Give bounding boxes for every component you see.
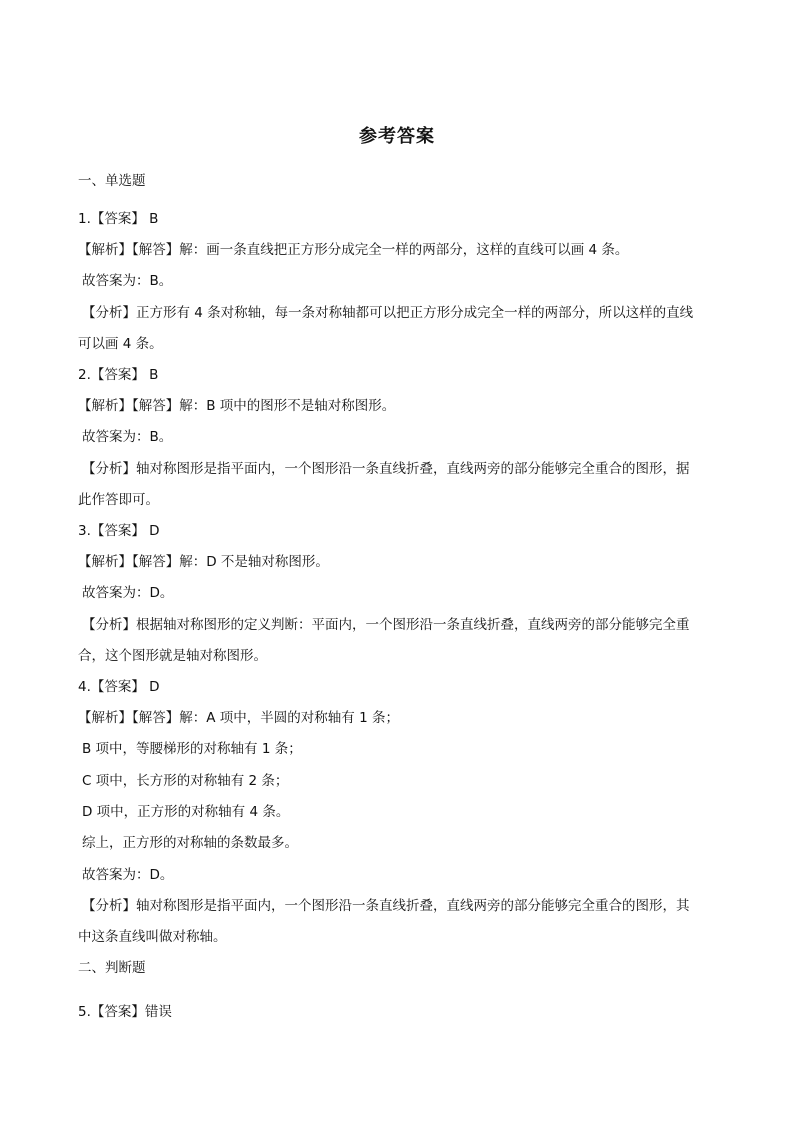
- q4-option-d: D 项中，正方形的对称轴有 4 条。: [82, 804, 290, 820]
- q2-answer: 2.【答案】 B: [78, 367, 159, 383]
- q4-analysis-line-2: 中这条直线叫做对称轴。: [78, 929, 227, 945]
- q3-analysis-line-1: 【分析】根据轴对称图形的定义判断：平面内，一个图形沿一条直线折叠，直线两旁的部分能够完全重: [82, 617, 690, 633]
- q3-explanation: 【解析】【解答】解：D 不是轴对称图形。: [78, 554, 329, 570]
- q1-result: 故答案为：B。: [82, 273, 173, 289]
- q2-result: 故答案为：B。: [82, 429, 173, 445]
- q1-explanation: 【解析】【解答】解：画一条直线把正方形分成完全一样的两部分，这样的直线可以画 4 条。: [78, 242, 629, 258]
- q4-option-b: B 项中，等腰梯形的对称轴有 1 条；: [82, 741, 302, 757]
- q4-analysis-line-1: 【分析】轴对称图形是指平面内，一个图形沿一条直线折叠，直线两旁的部分能够完全重合的图形，其: [82, 898, 690, 914]
- q1-analysis-line-1: 【分析】正方形有 4 条对称轴，每一条对称轴都可以把正方形分成完全一样的两部分，所以这样的直线: [82, 305, 694, 321]
- q1-answer: 1.【答案】 B: [78, 211, 159, 227]
- section-heading-true-false: 二、判断题: [78, 960, 146, 976]
- q5-answer: 5.【答案】错误: [78, 1004, 172, 1020]
- q4-explanation: 【解析】【解答】解：A 项中，半圆的对称轴有 1 条；: [78, 710, 399, 726]
- q4-answer: 4.【答案】 D: [78, 679, 160, 695]
- q1-analysis-line-2: 可以画 4 条。: [78, 336, 163, 352]
- q4-summary: 综上，正方形的对称轴的条数最多。: [82, 835, 298, 851]
- q4-option-c: C 项中，长方形的对称轴有 2 条；: [82, 773, 289, 789]
- q2-explanation: 【解析】【解答】解：B 项中的图形不是轴对称图形。: [78, 398, 396, 414]
- q3-analysis-line-2: 合，这个图形就是轴对称图形。: [78, 648, 267, 664]
- page-title: 参考答案: [359, 126, 435, 147]
- q2-analysis-line-1: 【分析】轴对称图形是指平面内，一个图形沿一条直线折叠，直线两旁的部分能够完全重合的图形，据: [82, 461, 690, 477]
- q3-result: 故答案为：D。: [82, 585, 174, 601]
- section-heading-single-choice: 一、单选题: [78, 173, 146, 189]
- q3-answer: 3.【答案】 D: [78, 523, 160, 539]
- q4-result: 故答案为：D。: [82, 867, 174, 883]
- q2-analysis-line-2: 此作答即可。: [78, 492, 159, 508]
